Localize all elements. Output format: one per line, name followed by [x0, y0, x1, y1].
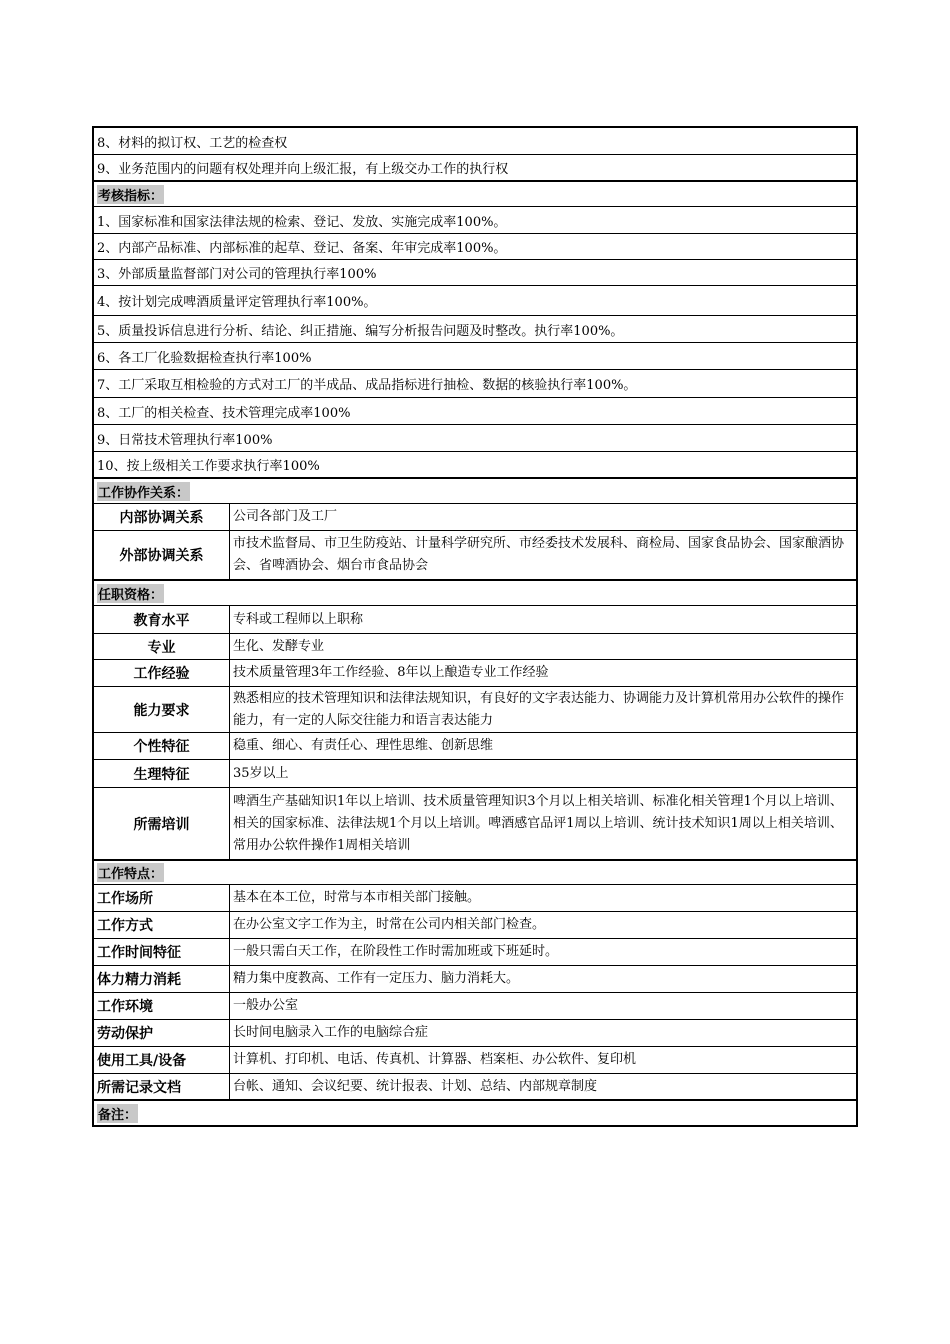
feature-label: 工作环境	[94, 993, 230, 1019]
section-title: 考核指标：	[97, 185, 164, 204]
feature-value: 台帐、通知、会议纪要、统计报表、计划、总结、内部规章制度	[233, 1078, 598, 1094]
qualification-label: 生理特征	[94, 760, 230, 787]
qualification-label: 工作经验	[94, 660, 230, 686]
permission-text: 8、材料的拟订权、工艺的检查权	[97, 135, 288, 151]
qualification-label: 所需培训	[94, 788, 230, 859]
feature-row	[94, 966, 856, 993]
kpi-section-header	[94, 182, 856, 207]
kpi-text: 8、工厂的相关检查、技术管理完成率100%	[97, 405, 351, 421]
qualification-row	[94, 660, 856, 687]
permission-item-9	[94, 155, 856, 182]
qualification-value: 专科或工程师以上职称	[233, 611, 364, 627]
qualification-row	[94, 733, 856, 760]
kpi-row	[94, 370, 856, 398]
feature-label: 劳动保护	[94, 1020, 230, 1046]
qualification-value: 啤酒生产基础知识1年以上培训、技术质量管理知识3个月以上相关培训、标准化相关管理1个月以上培训、相关的国家标准、法律法规1个月以上培训。啤酒感官品评1周以上培训、统计技术知识1周以上相关培训、常用办公软件操作1周相关培训	[233, 793, 843, 853]
external-relation-label: 外部协调关系	[94, 531, 230, 579]
feature-value: 基本在本工位，时常与本市相关部门接触。	[233, 890, 481, 905]
section-title: 工作特点：	[97, 863, 164, 882]
feature-label: 体力精力消耗	[94, 966, 230, 992]
feature-row	[94, 939, 856, 966]
internal-relation-row	[94, 504, 856, 531]
feature-row	[94, 1020, 856, 1047]
kpi-text: 1、国家标准和国家法律法规的检索、登记、发放、实施完成率100%。	[97, 214, 507, 230]
section-title: 任职资格：	[97, 584, 164, 603]
kpi-row	[94, 452, 856, 479]
kpi-text: 2、内部产品标准、内部标准的起草、登记、备案、年审完成率100%。	[97, 241, 507, 256]
job-description-table	[92, 126, 858, 1127]
qualification-value: 生化、发酵专业	[233, 638, 325, 654]
kpi-row	[94, 316, 856, 343]
qualification-row	[94, 606, 856, 634]
kpi-text: 5、质量投诉信息进行分析、结论、纠正措施、编写分析报告问题及时整改。执行率100%。	[97, 323, 624, 339]
kpi-row	[94, 398, 856, 425]
internal-relation-value: 公司各部门及工厂	[233, 509, 338, 524]
qualification-value: 熟悉相应的技术管理知识和法律法规知识，有良好的文字表达能力、协调能力及计算机常用办公软件的操作能力，有一定的人际交往能力和语言表达能力	[233, 690, 845, 728]
external-relation-row	[94, 531, 856, 581]
feature-row	[94, 912, 856, 939]
features-section-header	[94, 861, 856, 885]
external-relation-value: 市技术监督局、市卫生防疫站、计量科学研究所、市经委技术发展科、商检局、国家食品协会、国家酿酒协会、省啤酒协会、烟台市食品协会	[233, 536, 845, 573]
kpi-row	[94, 343, 856, 370]
section-title: 备注：	[97, 1104, 138, 1123]
feature-row	[94, 993, 856, 1020]
feature-label: 工作时间特征	[94, 939, 230, 965]
permission-item-8	[94, 128, 856, 155]
feature-value: 计算机、打印机、电话、传真机、计算器、档案柜、办公软件、复印机	[233, 1052, 637, 1067]
kpi-row	[94, 260, 856, 286]
kpi-row	[94, 207, 856, 234]
feature-value: 一般办公室	[233, 998, 299, 1013]
qualification-value: 技术质量管理3年工作经验、8年以上酿造专业工作经验	[233, 665, 549, 680]
kpi-text: 6、各工厂化验数据检查执行率100%	[97, 350, 312, 366]
kpi-text: 4、按计划完成啤酒质量评定管理执行率100%。	[97, 295, 377, 310]
kpi-text: 7、工厂采取互相检验的方式对工厂的半成品、成品指标进行抽检、数据的核验执行率100%。	[97, 378, 637, 393]
qualification-label: 教育水平	[94, 606, 230, 633]
feature-label: 工作场所	[94, 885, 230, 911]
feature-label: 工作方式	[94, 912, 230, 938]
remarks-section-header	[94, 1101, 856, 1125]
kpi-row	[94, 286, 856, 316]
kpi-text: 10、按上级相关工作要求执行率100%	[97, 459, 320, 474]
feature-value: 一般只需白天工作，在阶段性工作时需加班或下班延时。	[233, 944, 559, 959]
qualification-row	[94, 788, 856, 861]
qualification-label: 能力要求	[94, 687, 230, 732]
kpi-text: 9、日常技术管理执行率100%	[97, 432, 273, 448]
qualification-row	[94, 687, 856, 733]
feature-value: 长时间电脑录入工作的电脑综合症	[233, 1025, 429, 1040]
qualification-section-header	[94, 581, 856, 606]
qualification-row	[94, 634, 856, 660]
feature-row	[94, 1074, 856, 1101]
relations-section-header	[94, 479, 856, 504]
feature-label: 所需记录文档	[94, 1074, 230, 1099]
feature-row	[94, 885, 856, 912]
section-title: 工作协作关系：	[97, 482, 190, 501]
feature-label: 使用工具/设备	[94, 1047, 230, 1073]
qualification-label: 个性特征	[94, 733, 230, 759]
qualification-label: 专业	[94, 634, 230, 659]
feature-value: 在办公室文字工作为主，时常在公司内相关部门检查。	[233, 917, 546, 932]
qualification-row	[94, 760, 856, 788]
qualification-value: 稳重、细心、有责任心、理性思维、创新思维	[233, 738, 494, 753]
permission-text: 9、业务范围内的问题有权处理并向上级汇报，有上级交办工作的执行权	[97, 162, 509, 177]
qualification-value: 35岁以上	[233, 765, 289, 781]
feature-value: 精力集中度教高、工作有一定压力、脑力消耗大。	[233, 971, 520, 986]
kpi-row	[94, 234, 856, 260]
feature-row	[94, 1047, 856, 1074]
kpi-text: 3、外部质量监督部门对公司的管理执行率100%	[97, 267, 377, 282]
kpi-row	[94, 425, 856, 452]
internal-relation-label: 内部协调关系	[94, 504, 230, 530]
